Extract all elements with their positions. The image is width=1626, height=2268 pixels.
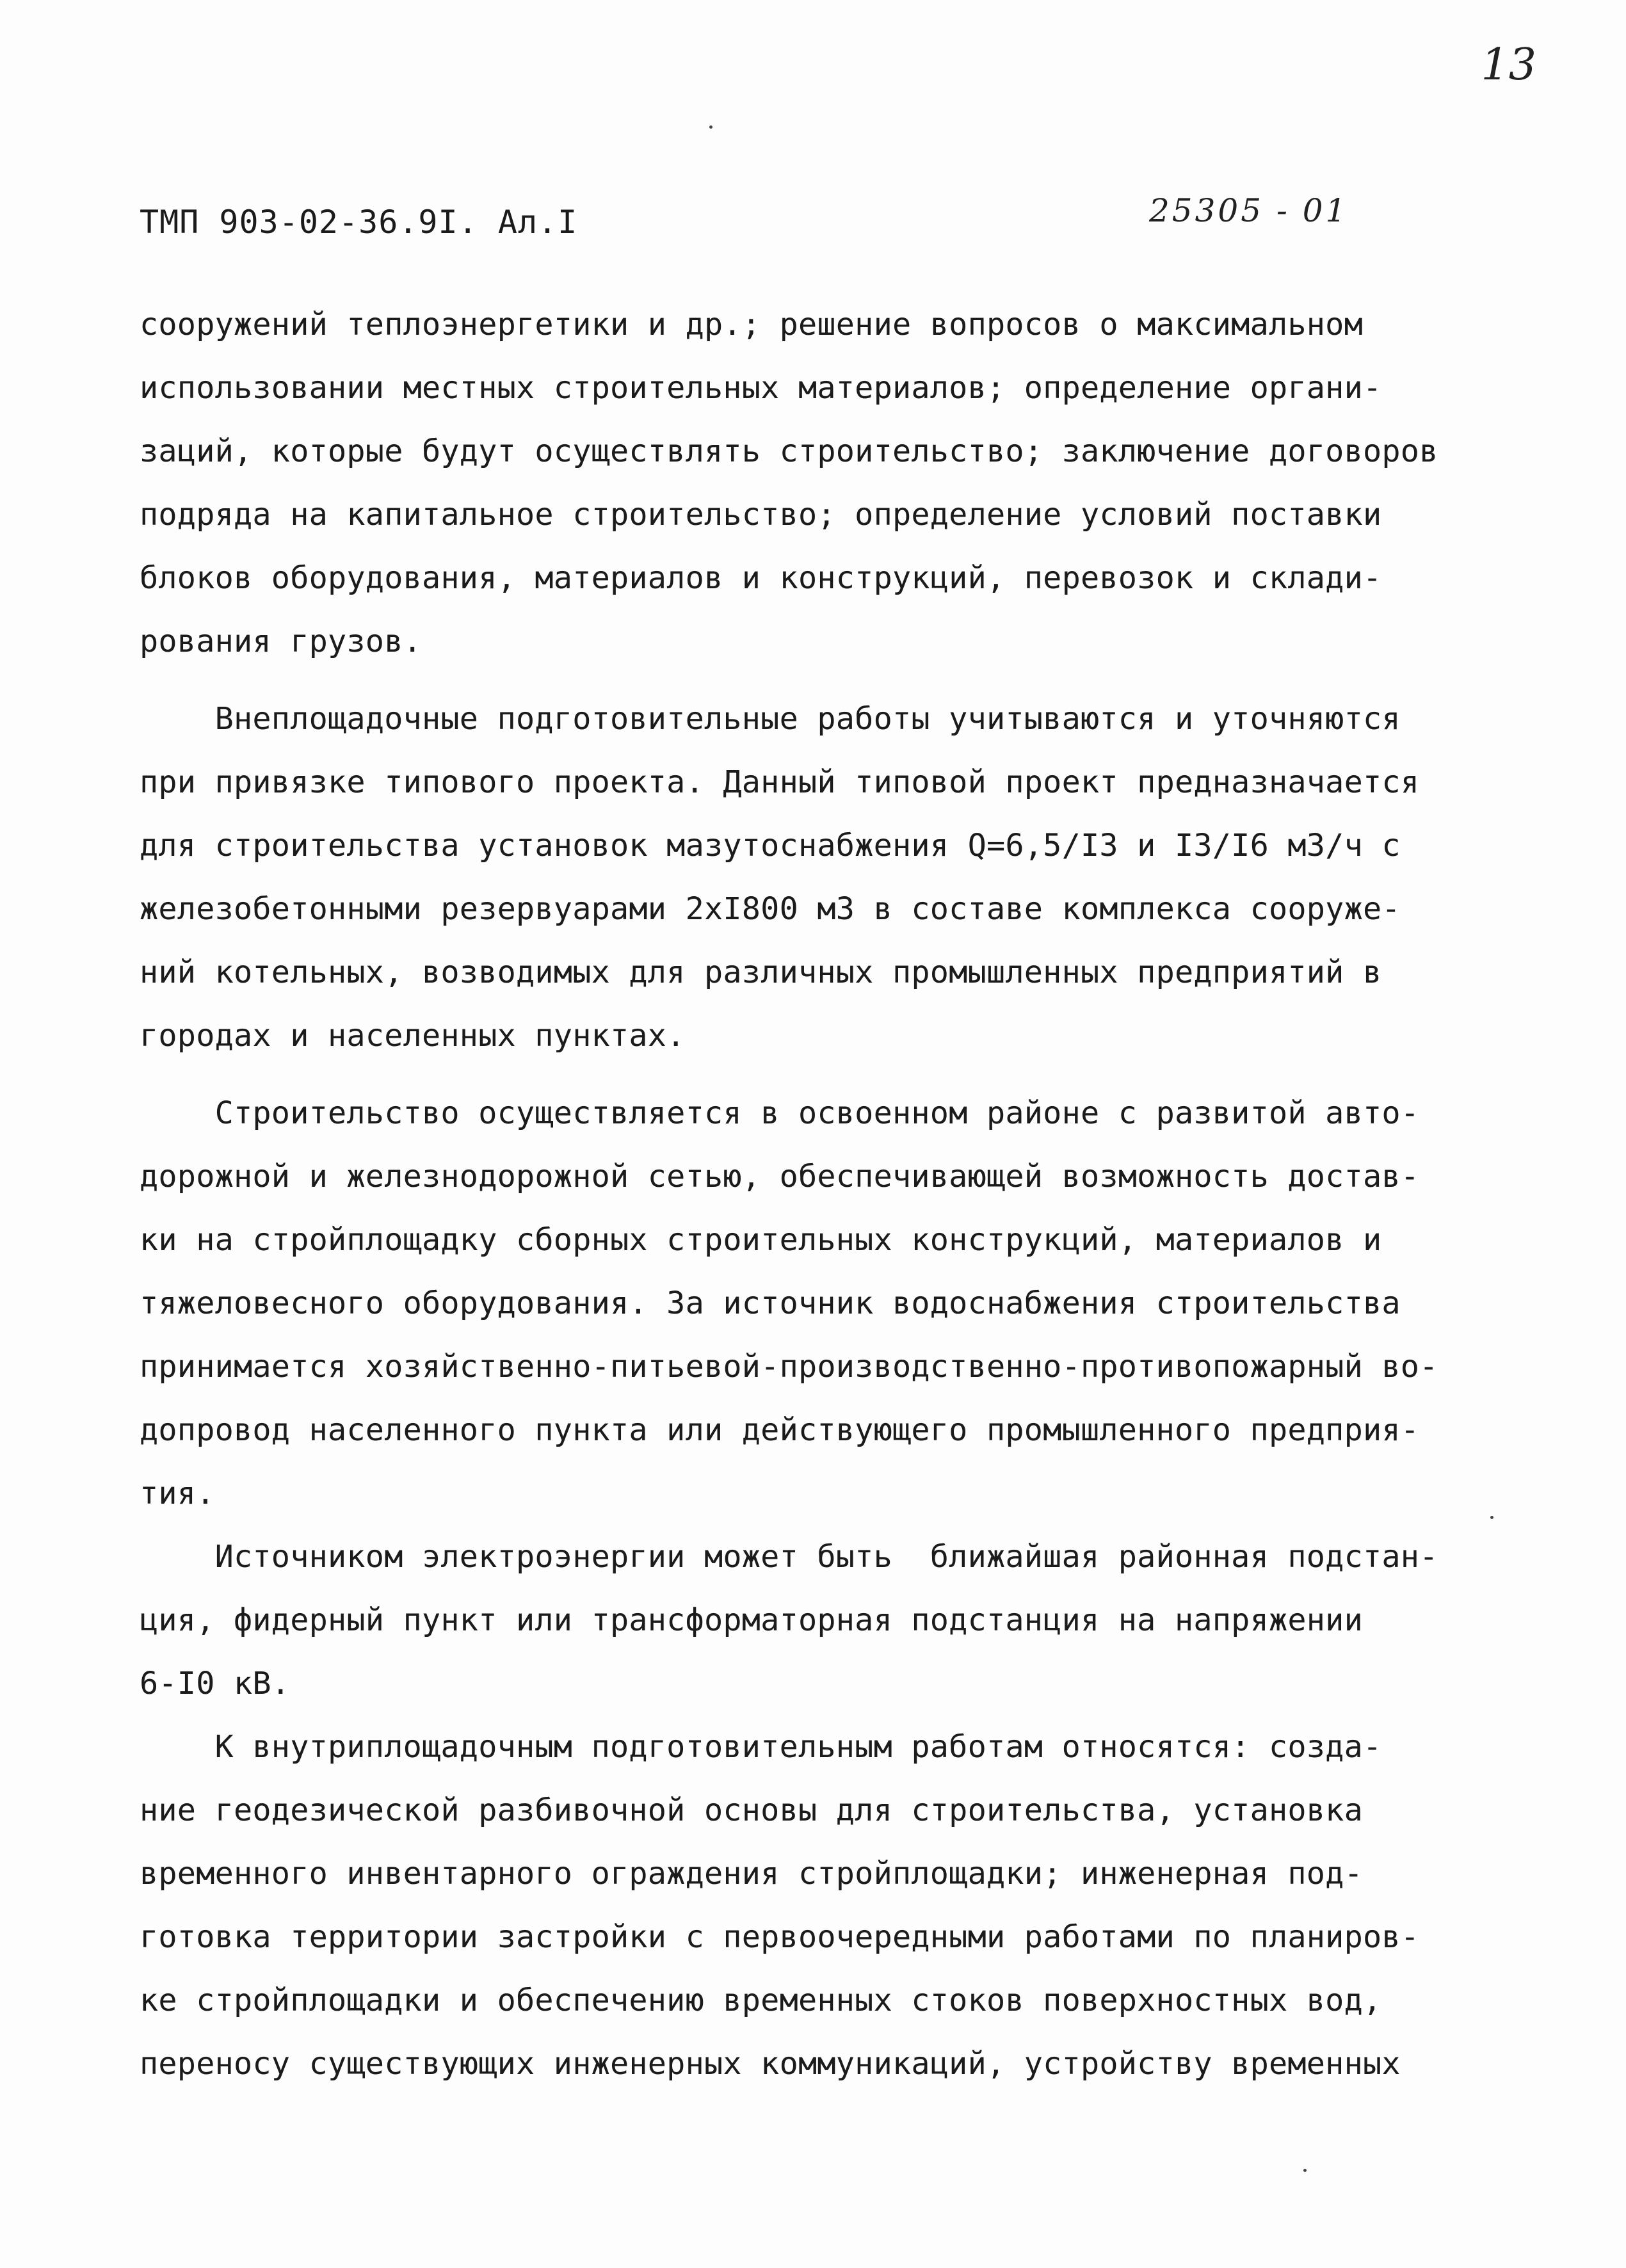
paragraph-3	[140, 1082, 1497, 1525]
paragraph-gap	[140, 1068, 1497, 1082]
text-line: Внеплощадочные подготовительные работы учитываются и уточняются	[140, 701, 1401, 737]
text-line: переносу существующих инженерных коммуникаций, устройству временных	[140, 2046, 1401, 2082]
text-line: Строительство осуществляется в освоенном районе с развитой авто-	[140, 1095, 1420, 1131]
text-line: для строительства установок мазутоснабжения Q=6,5/I3 и I3/I6 м3/ч с	[140, 828, 1401, 864]
paragraph-4	[140, 1525, 1497, 1716]
text-line: Источником электроэнергии может быть ближайшая районная подстан-	[140, 1539, 1438, 1575]
text-line: ке стройплощадки и обеспечению временных стоков поверхностных вод,	[140, 1982, 1382, 2018]
text-line: ний котельных, возводимых для различных промышленных предприятий в	[140, 954, 1382, 990]
text-line: ция, фидерный пункт или трансформаторная подстанция на напряжении	[140, 1602, 1363, 1638]
paragraph-2	[140, 688, 1497, 1068]
text-line: при привязке типового проекта. Данный типовой проект предназначается	[140, 764, 1420, 800]
text-line: рования грузов.	[140, 623, 422, 659]
text-line: заций, которые будут осуществлять строительство; заключение договоров	[140, 433, 1438, 469]
page-number: 13	[1481, 40, 1536, 90]
text-line: использовании местных строительных материалов; определение органи-	[140, 370, 1382, 406]
text-line: допровод населенного пункта или действующего промышленного предприя-	[140, 1412, 1420, 1448]
scan-speck	[1303, 2169, 1307, 2172]
text-line: ки на стройплощадку сборных строительных конструкций, материалов и	[140, 1222, 1382, 1258]
text-line: временного инвентарного ограждения стройплощадки; инженерная под-	[140, 1856, 1363, 1892]
text-line: принимается хозяйственно-питьевой-производственно-противопожарный во-	[140, 1349, 1438, 1385]
handwritten-registration-number: 25305 - 01	[1149, 192, 1349, 229]
paragraph-gap	[140, 673, 1497, 688]
text-line: тия.	[140, 1476, 215, 1511]
body-text	[140, 293, 1497, 2096]
text-line: железобетонными резервуарами 2хI800 м3 в составе комплекса сооруже-	[140, 891, 1401, 927]
text-line: 6-I0 кВ.	[140, 1666, 291, 1701]
scan-speck	[709, 125, 712, 129]
text-line: ние геодезической разбивочной основы для строительства, установка	[140, 1792, 1363, 1828]
text-line: сооружений теплоэнергетики и др.; решение вопросов о максимальном	[140, 307, 1363, 342]
text-line: городах и населенных пунктах.	[140, 1018, 686, 1054]
text-line: блоков оборудования, материалов и конструкций, перевозок и склади-	[140, 560, 1382, 596]
text-line: тяжеловесного оборудования. За источник водоснабжения строительства	[140, 1285, 1401, 1321]
document-code: ТМП 903-02-36.9I. Ал.I	[140, 204, 578, 241]
scan-speck	[1490, 1516, 1493, 1519]
paragraph-1	[140, 293, 1497, 673]
text-line: готовка территории застройки с первоочередными работами по планиров-	[140, 1919, 1420, 1955]
paragraph-5	[140, 1716, 1497, 2096]
text-line: дорожной и железнодорожной сетью, обеспечивающей возможность достав-	[140, 1159, 1420, 1194]
text-line: К внутриплощадочным подготовительным работам относятся: созда-	[140, 1729, 1382, 1765]
text-line: подряда на капитальное строительство; определение условий поставки	[140, 497, 1382, 533]
